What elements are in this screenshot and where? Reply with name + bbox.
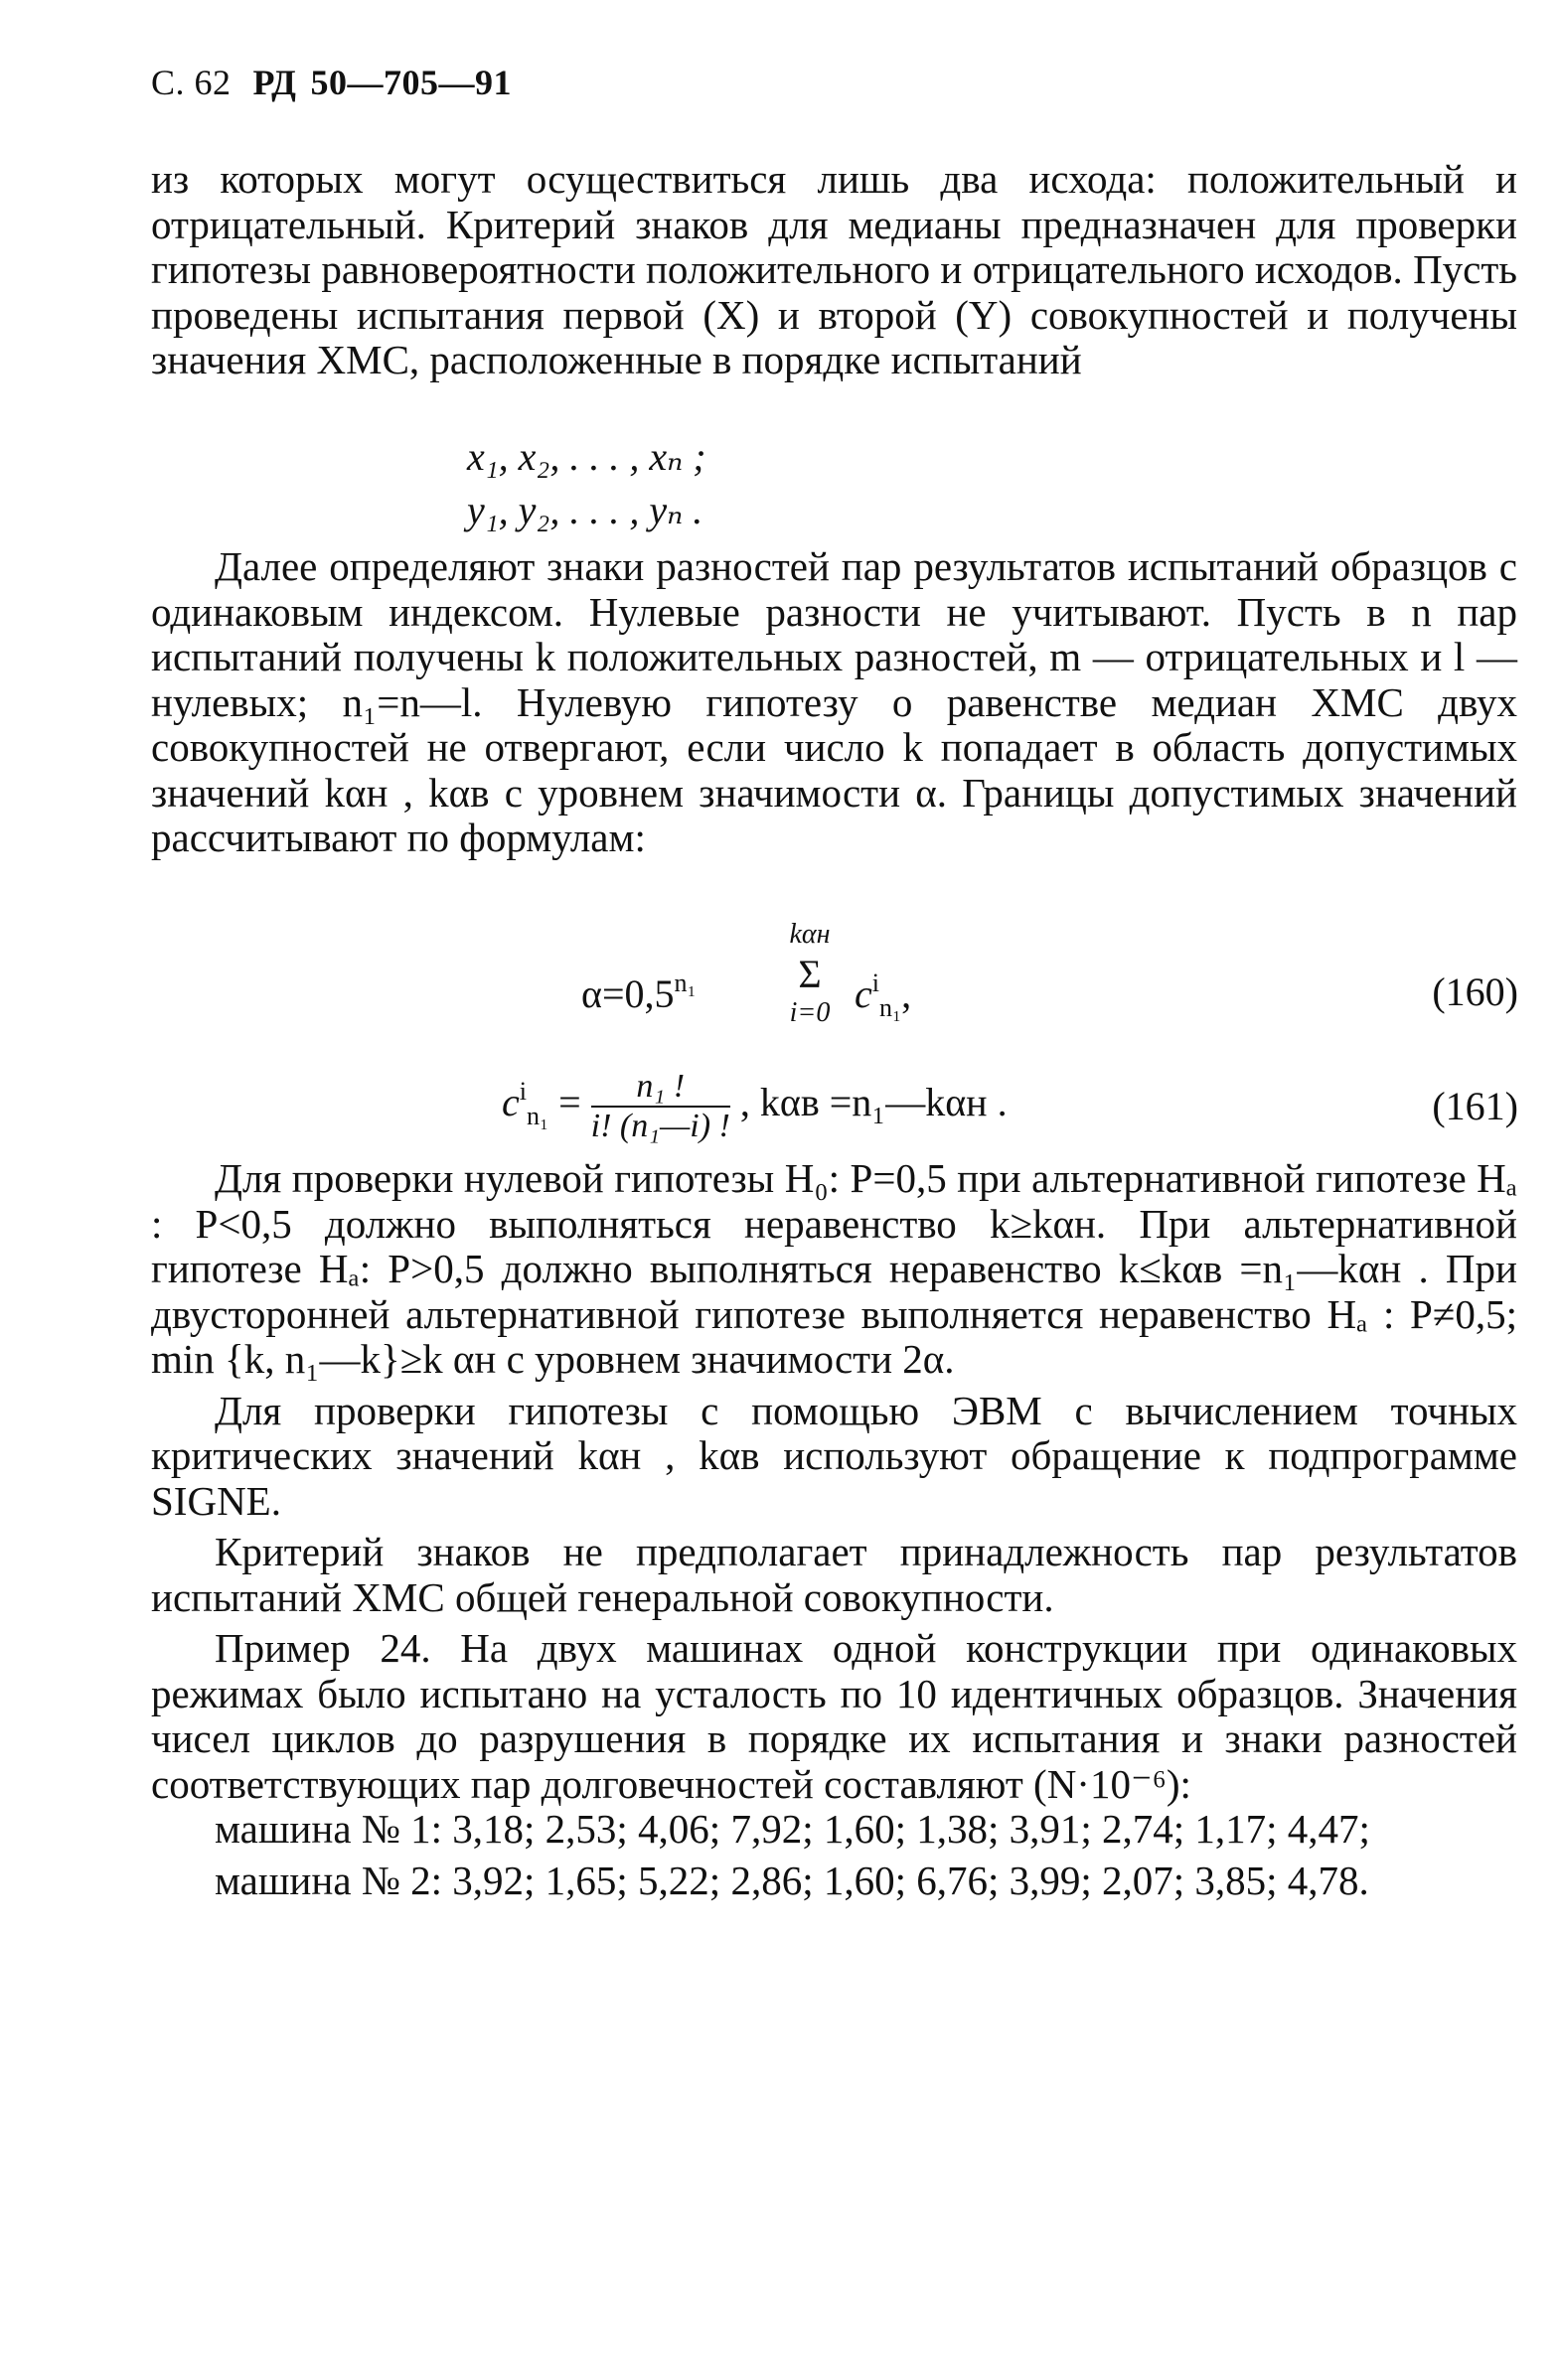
equation-number-160: (160) bbox=[1432, 969, 1518, 1014]
term-subscript: n₁ bbox=[879, 993, 902, 1022]
term-comma: , bbox=[901, 971, 912, 1016]
standard-number: 50—705—91 bbox=[310, 63, 512, 102]
paragraph-hypotheses bbox=[151, 1156, 1517, 1903]
formula-161-rest: , kαв =n₁—kαн . bbox=[739, 1080, 1008, 1125]
sum-lower-limit: i=0 bbox=[789, 997, 831, 1028]
formula-161 bbox=[502, 1068, 1008, 1145]
paragraph-4: Для проверки гипотезы с помощью ЭВМ с вычислением точных критических значений kαн , kαв используют обращение к подпрограмме SIGNE. bbox=[151, 1387, 1517, 1524]
formula-160-sum bbox=[775, 919, 845, 1029]
machine-2-data: машина № 2: 3,92; 1,65; 5,22; 2,86; 1,60; 6,76; 3,99; 2,07; 3,85; 4,78. bbox=[215, 1857, 1369, 1903]
fraction-denominator: i! (n₁—i) ! bbox=[590, 1108, 730, 1144]
paragraph-intro bbox=[151, 157, 1517, 383]
formula-160-exponent: n₁ bbox=[674, 968, 697, 997]
machine-1-data: машина № 1: 3,18; 2,53; 4,06; 7,92; 1,60; 1,38; 3,91; 2,74; 1,17; 4,47; bbox=[215, 1806, 1370, 1852]
paragraph-3: Для проверки нулевой гипотезы H₀: P=0,5 при альтернативной гипотезе Hₐ : P<0,5 должно выполняться неравенство k≥kαн. При альтернативной гипотезе Hₐ: P>0,5 должно выполняться неравенство k≤kαв =n₁—kαн . При двусторонней альтернативной гипотезе выполняется неравенство Hₐ : P≠0,5; min {k, n₁—k}≥k αн с уровнем значимости 2α. bbox=[151, 1155, 1517, 1382]
sequence-y: y₁, y₂, . . . , yₙ . bbox=[467, 488, 703, 532]
formula-160 bbox=[581, 968, 697, 1017]
formula-161-equals: = bbox=[558, 1080, 581, 1125]
sum-upper-limit: kαн bbox=[789, 919, 831, 950]
formula-160-term bbox=[855, 968, 911, 1023]
sum-symbol: Σ bbox=[798, 952, 822, 996]
term-symbol: c bbox=[855, 971, 872, 1016]
paragraph-6: Пример 24. На двух машинах одной конструкции при одинаковых режимах было испытано на усталость по 10 идентичных образцов. Значения чисел циклов до разрушения в порядке их испытания и знаки разностей соответствующих пар долговечностей составляют (N·10⁻⁶): bbox=[151, 1625, 1517, 1807]
equation-number-161: (161) bbox=[1432, 1084, 1518, 1128]
standard-code: РД bbox=[252, 63, 297, 102]
sequence-x: x₁, x₂, . . . , xₙ ; bbox=[467, 434, 706, 479]
formula-161-lhs-sub: n₁ bbox=[527, 1102, 549, 1131]
formula-161-fraction bbox=[591, 1068, 730, 1145]
page-number: С. 62 bbox=[151, 63, 232, 102]
paragraph-2: Далее определяют знаки разностей пар результатов испытаний образцов с одинаковым индексом. Нулевые разности не учитывают. Пусть в n пар испытаний получены k положительных разностей, m — отрицательных и l — нулевых; n₁=n—l. Нулевую гипотезу о равенстве медиан ХМС двух совокупностей не отвергают, если число k попадает в область допустимых значений kαн , kαв с уровнем значимости α. Границы допустимых значений рассчитывают по формулам: bbox=[151, 543, 1517, 860]
paragraph-5: Критерий знаков не предполагает принадлежность пар результатов испытаний ХМС общей генеральной совокупности. bbox=[151, 1529, 1517, 1620]
formula-161-lhs: c bbox=[502, 1080, 520, 1125]
term-superscript: i bbox=[871, 968, 879, 997]
formula-160-lhs: α=0,5 bbox=[581, 971, 675, 1016]
formula-161-lhs-sup: i bbox=[519, 1077, 527, 1107]
page-header bbox=[151, 62, 512, 103]
paragraph-signs bbox=[151, 544, 1517, 861]
fraction-numerator: n₁ ! bbox=[591, 1068, 730, 1108]
paragraph-1: из которых могут осуществиться лишь два исхода: положительный и отрицательный. Критерий знаков для медианы предназначен для проверки гипотезы равновероятности положительного и отрицательного исходов. Пусть проведены испытания первой (X) и второй (Y) совокупностей и получены значения ХМС, расположенные в порядке испытаний bbox=[151, 156, 1517, 382]
